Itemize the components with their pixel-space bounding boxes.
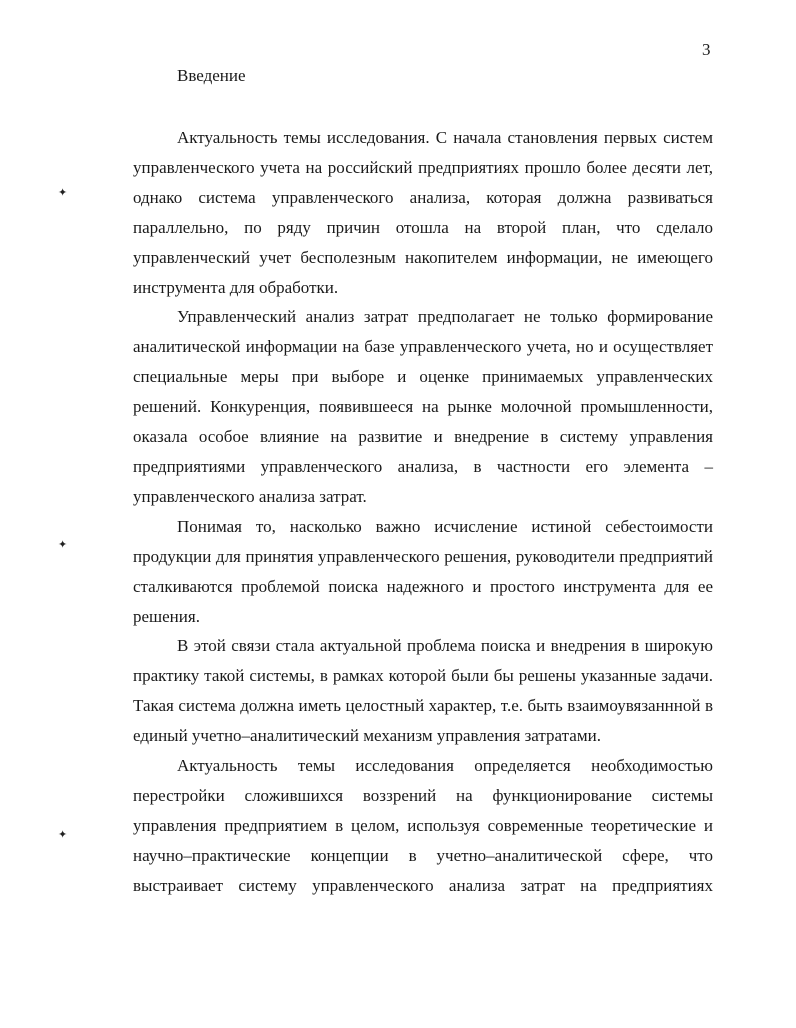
body-text: [133, 123, 713, 901]
paragraph: Актуальность темы исследования определяется необходимостью перестройки сложившихся воззрений на функционирование системы управления предприятием в целом, используя современные теоретические и научно–практические концепции в учетно–аналитической сфере, что выстраивает систему управленческого анализа затрат на предприятиях: [133, 756, 713, 895]
paragraph: Актуальность темы исследования. С начала становления первых систем управленческого учета на российский предприятиях прошло более десяти лет, однако система управленческого анализа, которая должна развиваться параллельно, по ряду причин отошла на второй план, что сделало управленческий учет бесполезным накопителем информации, не имеющего инструмента для обработки.: [133, 128, 713, 297]
paragraph: В этой связи стала актуальной проблема поиска и внедрения в широкую практику такой системы, в рамках которой были бы решены указанные задачи. Такая система должна иметь целостный характер, т.е. быть взаимоувязаннной в единый учетно–аналитический механизм управления затратами.: [133, 636, 713, 746]
margin-mark-icon: ✦: [58, 187, 68, 199]
paragraph: Управленческий анализ затрат предполагает не только формирование аналитической информации на базе управленческого учета, но и осуществляет специальные меры при выборе и оценке принимаемых управленческих решений. Конкуренция, появившееся на рынке молочной промышленности, оказала особое влияние на развитие и внедрение в систему управления предприятиями управленческого анализа, в частности его элемента – управленческого анализа затрат.: [133, 307, 713, 506]
page-number: 3: [702, 40, 711, 59]
paragraph: Понимая то, насколько важно исчисление истиной себестоимости продукции для принятия управленческого решения, руководители предприятий сталкиваются проблемой поиска надежного и простого инструмента для ее решения.: [133, 516, 713, 626]
margin-mark-icon: ✦: [58, 829, 68, 841]
page-heading: Введение: [177, 66, 246, 85]
margin-mark-icon: ✦: [58, 539, 68, 551]
